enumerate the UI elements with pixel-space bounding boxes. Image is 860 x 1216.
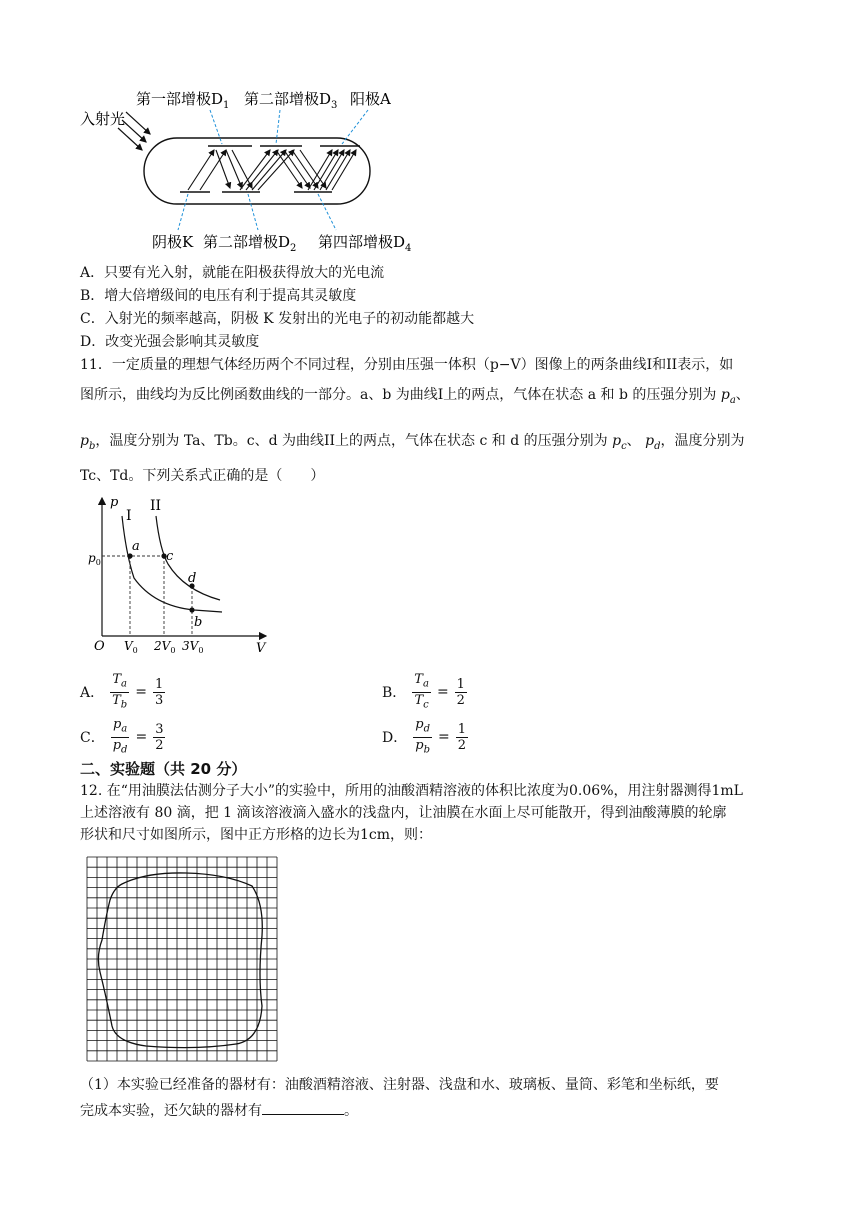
q12-sub1-line1: （1）本实验已经准备的器材有：油酸酒精溶液、注射器、浅盘和水、玻璃板、量筒、彩笔和坐标纸，要: [80, 1077, 719, 1093]
label-dynode-d1: 第一部增极$D_1$: [136, 90, 230, 111]
q10-option-b: B．增大倍增级间的电压有利于提高其灵敏度: [80, 288, 357, 304]
curve-i: [122, 516, 222, 612]
electron-paths: [188, 150, 356, 190]
curve-ii-label: II: [150, 498, 162, 514]
q11-stem-line4: Tc、Td。下列关系式正确的是（ ）: [80, 468, 325, 484]
v3-label: $3V_0$: [182, 639, 204, 655]
q10-option-d: D．改变光强会影响其灵敏度: [80, 334, 260, 350]
answer-blank[interactable]: [262, 1100, 344, 1115]
q12-sub1-line2: 完成本实验，还欠缺的器材有 。: [80, 1100, 358, 1121]
label-dynode-d4: 第四部增极$D_4$: [318, 233, 412, 254]
q11-stem-line3: $p_b$，温度分别为 Ta、Tb。c、d 为曲线II上的两点，气体在状态 c 和 d 的压强分别为 $p_c$、 $p_d$，温度分别为: [80, 433, 745, 452]
p0-label: $p_0$: [88, 551, 101, 567]
q11-stem-line2: 图所示，曲线均为反比例函数曲线的一部分。a、b 为曲线I上的两点，气体在状态 a 和 b 的压强分别为 $p_a$、: [80, 387, 750, 406]
tube-body: [144, 138, 370, 204]
point-d-label: d: [188, 571, 197, 586]
label-incident-light: 入射光: [80, 110, 126, 128]
point-b-label: b: [194, 615, 203, 630]
label-dynode-d2: 第二部增极$D_2$: [203, 233, 297, 254]
q11-option-a: A． $\frac{T_a}{T_b}$ = $\frac{1}{3}$: [80, 671, 164, 711]
q12-line3: 形状和尺寸如图所示，图中正方形格的边长为1cm，则：: [80, 827, 433, 843]
label-anode: 阳极A: [350, 90, 391, 108]
point-c-label: c: [166, 549, 174, 564]
point-b: [189, 607, 194, 612]
label-cathode: 阴极K: [152, 233, 194, 251]
pv-graph: [84, 490, 274, 658]
oil-film-grid: [86, 856, 278, 1062]
p-axis-label: p: [110, 495, 119, 510]
q11-option-d: D． $\frac{p_d}{p_b}$ = $\frac{1}{2}$: [382, 716, 466, 756]
v-axis-label: V: [256, 641, 266, 656]
q10-option-c: C．入射光的频率越高，阴极 K 发射出的光电子的初动能都越大: [80, 311, 475, 327]
photomultiplier-diagram: [80, 84, 440, 260]
q11-option-b: B． $\frac{T_a}{T_c}$ = $\frac{1}{2}$: [382, 671, 465, 711]
label-dynode-d3: 第二部增极$D_3$: [244, 90, 338, 111]
origin-label: O: [94, 639, 105, 654]
guide-lines: [102, 556, 192, 636]
section-heading-experiment: 二、实验题（共 20 分）: [80, 760, 247, 778]
v2-label: $2V_0$: [154, 639, 176, 655]
point-a: [127, 553, 132, 558]
point-a-label: a: [132, 539, 140, 554]
q11-stem-line1: 11．一定质量的理想气体经历两个不同过程，分别由压强一体积（p−V）图像上的两条曲线I和II表示，如: [80, 357, 734, 373]
grid-lines: [87, 857, 277, 1061]
q11-option-c: C． $\frac{p_a}{p_d}$ = $\frac{3}{2}$: [80, 716, 164, 756]
curve-i-label: I: [126, 508, 132, 524]
v0-label: $V_0$: [124, 639, 138, 655]
oil-film-outline: [98, 873, 262, 1048]
q10-option-a: A．只要有光入射，就能在阳极获得放大的光电流: [80, 265, 385, 281]
q12-line1: 12. 在“用油膜法估测分子大小”的实验中，所用的油酸酒精溶液的体积比浓度为0.06%，用注射器测得1mL: [80, 783, 743, 799]
leader-lines: [178, 110, 368, 230]
q12-line2: 上述溶液有 80 滴，把 1 滴该溶液滴入盛水的浅盘内，让油膜在水面上尽可能散开，得到油酸薄膜的轮廓: [80, 805, 727, 821]
